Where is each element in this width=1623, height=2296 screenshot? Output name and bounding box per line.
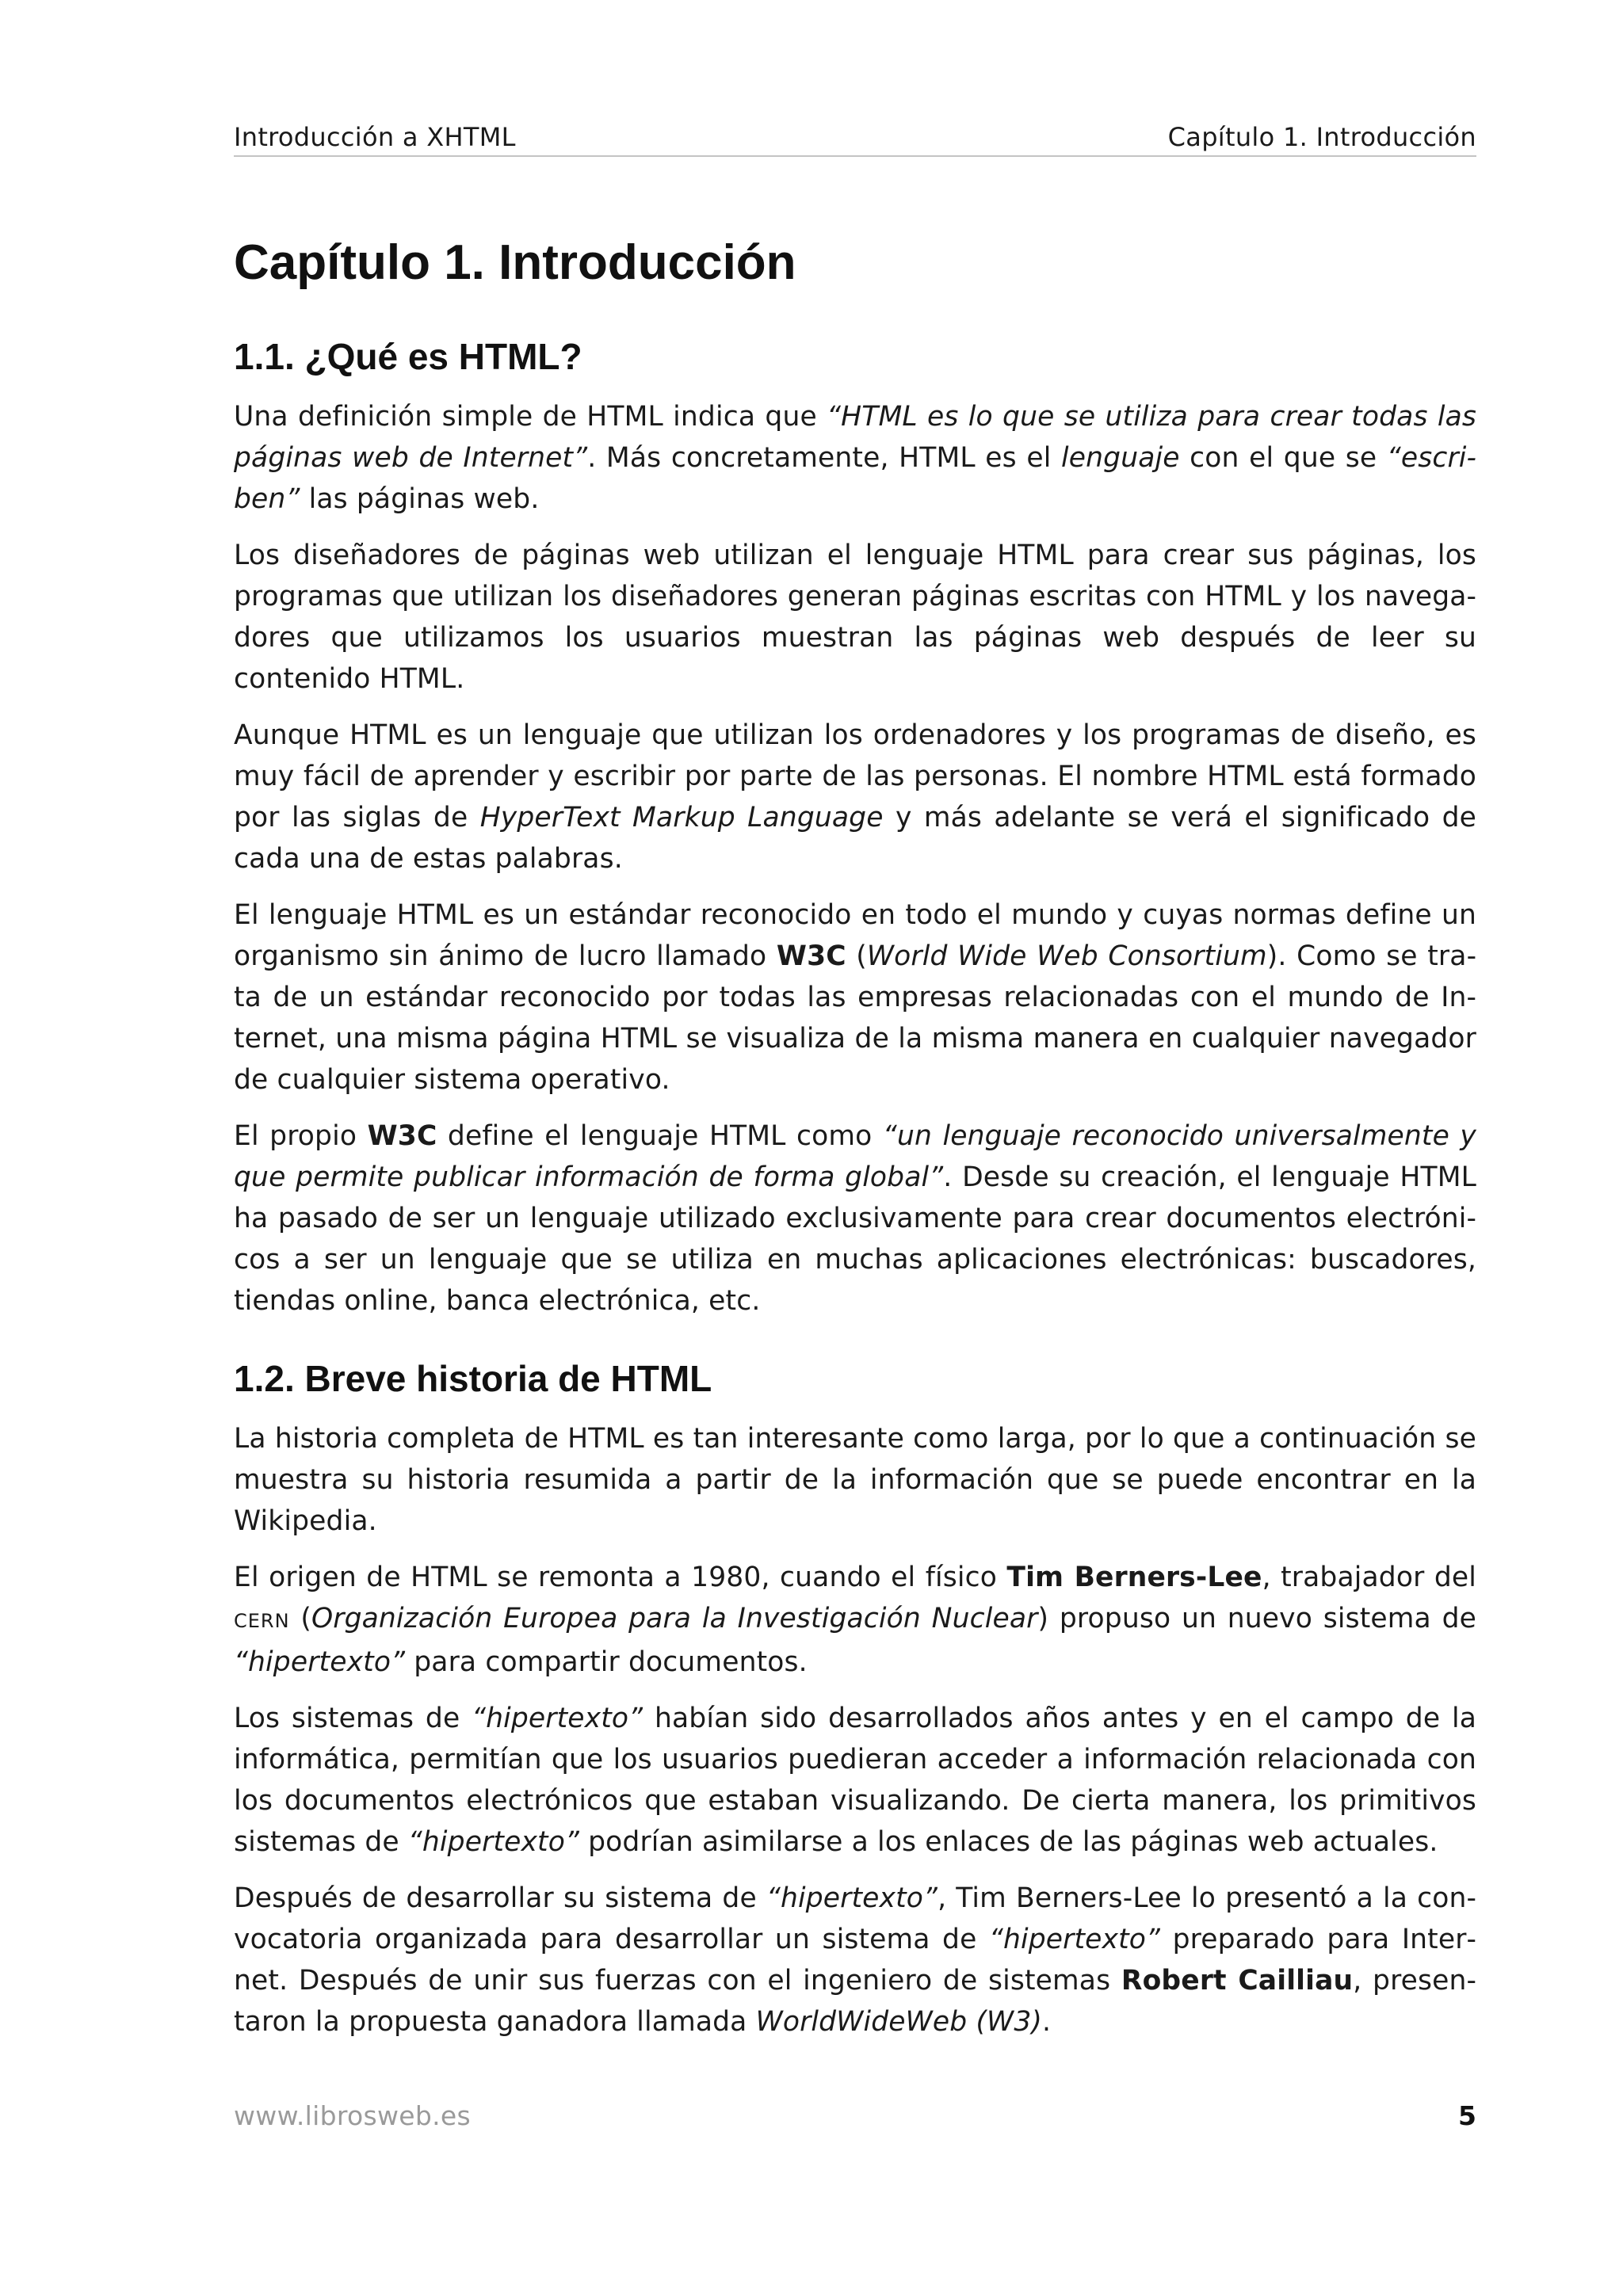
italic-term: WorldWideWeb (W3) [755, 2006, 1043, 2038]
header-chapter-title: Capítulo 1. Introducción [1167, 122, 1476, 152]
header-book-title: Introducción a XHTML [234, 122, 516, 152]
text-run: , presentaron la propuesta ganadora llamada [234, 1965, 1476, 2038]
section-1-title: 1.1. ¿Qué es HTML? [234, 336, 582, 377]
italic-term: Organización Europea para la Investigación Nuclear [311, 1603, 1038, 1634]
text-run: Los sistemas de [234, 1703, 472, 1734]
chapter-title: Capítulo 1. Introducción [234, 235, 796, 290]
text-run: El propio [234, 1120, 368, 1152]
section-2-paragraph-3 [234, 1698, 1476, 1863]
section-1-paragraph-3 [234, 715, 1476, 879]
acronym: CERN [234, 1610, 290, 1632]
bold-term: W3C [367, 1120, 437, 1152]
text-run: ( [846, 940, 867, 972]
text-run: preparado para Internet. Después de unir sus fuerzas con el ingeniero de sistemas [234, 1924, 1476, 1997]
section-1-paragraph-1 [234, 396, 1476, 520]
footer-website: www.librosweb.es [234, 2100, 471, 2131]
italic-quote: “un lenguaje reconocido universalmente y que permite publicar información de forma global” [234, 1120, 1477, 1193]
bold-term: Robert Cailliau [1121, 1965, 1354, 1997]
text-run: ) propuso un nuevo sistema de [1037, 1603, 1477, 1634]
italic-quote: “hipertexto” [234, 1646, 406, 1678]
text-run: El lenguaje HTML es un estándar reconocido en todo el mundo y cuyas normas define un organismo sin ánimo de lucro llamado [234, 899, 1476, 972]
text-run: habían sido desarrollados años antes y en el campo de la informática, permitían que los usuarios puedieran acceder a información relacionada con los documentos electrónicos que estaban visualizando. De cierta manera, los primitivos sistemas de [234, 1703, 1476, 1858]
text-run: Aunque HTML es un lenguaje que utilizan los ordenadores y los programas de diseño, es muy fácil de aprender y escribir por parte de las personas. El nombre HTML está formado por las siglas de [234, 719, 1476, 833]
italic-quote: “HTML es lo que se utiliza para crear todas las páginas web de Internet” [234, 401, 1476, 474]
section-2-paragraph-1: La historia completa de HTML es tan interesante como larga, por lo que a continuación se muestra su historia resumida a partir de la información que se puede encontrar en la Wikipedia. [234, 1423, 1476, 1537]
italic-term: World Wide Web Consortium [866, 940, 1267, 972]
text-run: con el que se [1179, 442, 1387, 474]
italic-term: HyperText Markup Language [479, 802, 884, 833]
italic-quote: “escriben” [234, 442, 1476, 515]
text-run: . Más concretamente, HTML es el [587, 442, 1062, 474]
header-divider [234, 155, 1476, 157]
italic-term: lenguaje [1061, 442, 1180, 474]
text-run: define el lenguaje HTML como [437, 1120, 883, 1152]
text-run: , trabajador del [1262, 1562, 1476, 1593]
text-run: Una definición simple de HTML indica que [234, 401, 827, 433]
text-run: ). Como se trata de un estándar reconocido por todas las empresas relacionadas con el mundo de Internet, una misma página HTML se visualiza de la misma manera en cualquier navegador de cualquier sistema operativo. [234, 940, 1477, 1096]
text-run: podrían asimilarse a los enlaces de las páginas web actuales. [579, 1826, 1438, 1858]
italic-quote: “hipertexto” [407, 1826, 579, 1858]
section-1-paragraph-4 [234, 894, 1476, 1100]
text-run: , Tim Berners-Lee lo presentó a la convocatoria organizada para desarrollar un sistema de [234, 1882, 1476, 1955]
text-run: El origen de HTML se remonta a 1980, cuando el físico [234, 1562, 1007, 1593]
section-2-paragraph-4 [234, 1878, 1476, 2042]
page-body [234, 230, 1476, 2058]
text-run: las páginas web. [300, 483, 540, 515]
bold-term: Tim Berners-Lee [1006, 1562, 1262, 1593]
running-header [234, 119, 1476, 155]
section-1-paragraph-2: Los diseñadores de páginas web utilizan el lenguaje HTML para crear sus páginas, los programas que utilizan los diseñadores generan páginas escritas con HTML y los navegadores que utilizamos los usuarios muestran las páginas web después de leer su contenido HTML. [234, 540, 1476, 695]
bold-term: W3C [776, 940, 846, 972]
text-run: y más adelante se verá el significado de cada una de estas palabras. [234, 802, 1476, 875]
text-run: . [1042, 2006, 1052, 2038]
text-run: Después de desarrollar su sistema de [234, 1882, 766, 1914]
section-1-paragraph-5 [234, 1116, 1476, 1322]
text-run: para compartir documentos. [405, 1646, 808, 1678]
italic-quote: “hipertexto” [472, 1703, 643, 1734]
page-number: 5 [1458, 2100, 1476, 2131]
text-run: . Desde su creación, el lenguaje HTML ha pasado de ser un lenguaje utilizado exclusivamente para crear documentos electrónicos a ser un lenguaje que se utiliza en muchas aplicaciones electrónicas: buscadores, tiendas online, banca electrónica, etc. [234, 1161, 1477, 1317]
section-2-paragraph-2 [234, 1557, 1476, 1683]
text-run: ( [289, 1603, 311, 1634]
italic-quote: “hipertexto” [766, 1882, 938, 1914]
italic-quote: “hipertexto” [988, 1924, 1161, 1955]
section-2-title: 1.2. Breve historia de HTML [234, 1358, 712, 1399]
